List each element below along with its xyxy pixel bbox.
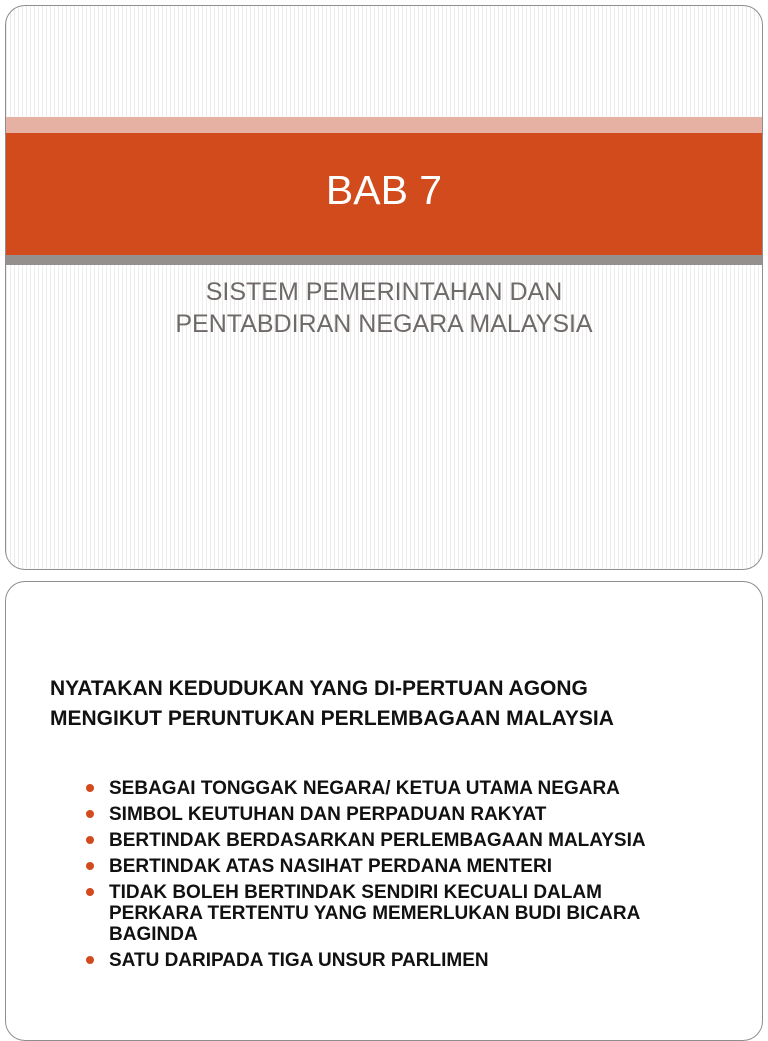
bullet-dot-icon bbox=[86, 888, 94, 896]
bullet-item bbox=[86, 804, 746, 825]
bullet-item bbox=[86, 830, 746, 851]
bullet-text: SIMBOL KEUTUHAN DAN PERPADUAN RAKYAT bbox=[109, 804, 547, 825]
bullet-text: TIDAK BOLEH BERTINDAK SENDIRI KECUALI DALAM bbox=[109, 882, 602, 903]
subtitle-line: SISTEM PEMERINTAHAN DAN bbox=[205, 278, 563, 306]
answer-bullet-list bbox=[86, 778, 746, 976]
title-slide bbox=[5, 5, 763, 570]
bullet-item bbox=[86, 882, 746, 945]
bullet-dot-icon bbox=[86, 862, 94, 870]
bullet-text: BERTINDAK BERDASARKAN PERLEMBAGAAN MALAYSIA bbox=[109, 830, 646, 851]
bullet-dot-icon bbox=[86, 836, 94, 844]
bullet-item bbox=[86, 778, 746, 799]
question-line: MENGIKUT PERUNTUKAN PERLEMBAGAAN MALAYSIA bbox=[50, 707, 614, 730]
question-line: NYATAKAN KEDUDUKAN YANG DI-PERTUAN AGONG bbox=[50, 677, 588, 700]
subtitle-line: PENTABDIRAN NEGARA MALAYSIA bbox=[175, 310, 593, 338]
bullet-text: SATU DARIPADA TIGA UNSUR PARLIMEN bbox=[109, 950, 489, 971]
bullet-item bbox=[86, 856, 746, 877]
bullet-dot-icon bbox=[86, 810, 94, 818]
bullet-item bbox=[86, 950, 746, 971]
bullet-text: BERTINDAK ATAS NASIHAT PERDANA MENTERI bbox=[109, 856, 552, 877]
bullet-text: SEBAGAI TONGGAK NEGARA/ KETUA UTAMA NEGARA bbox=[109, 778, 620, 799]
question-heading bbox=[50, 674, 750, 734]
bullet-text: PERKARA TERTENTU YANG MEMERLUKAN BUDI BICARA bbox=[109, 903, 641, 924]
accent-strip bbox=[6, 117, 762, 133]
bullet-text: BAGINDA bbox=[109, 924, 198, 945]
slide-title: BAB 7 bbox=[325, 167, 443, 213]
bullet-dot-icon bbox=[86, 784, 94, 792]
bullet-dot-icon bbox=[86, 956, 94, 964]
divider-strip bbox=[6, 255, 762, 265]
slide-subtitle bbox=[6, 276, 762, 340]
content-slide bbox=[5, 581, 763, 1041]
